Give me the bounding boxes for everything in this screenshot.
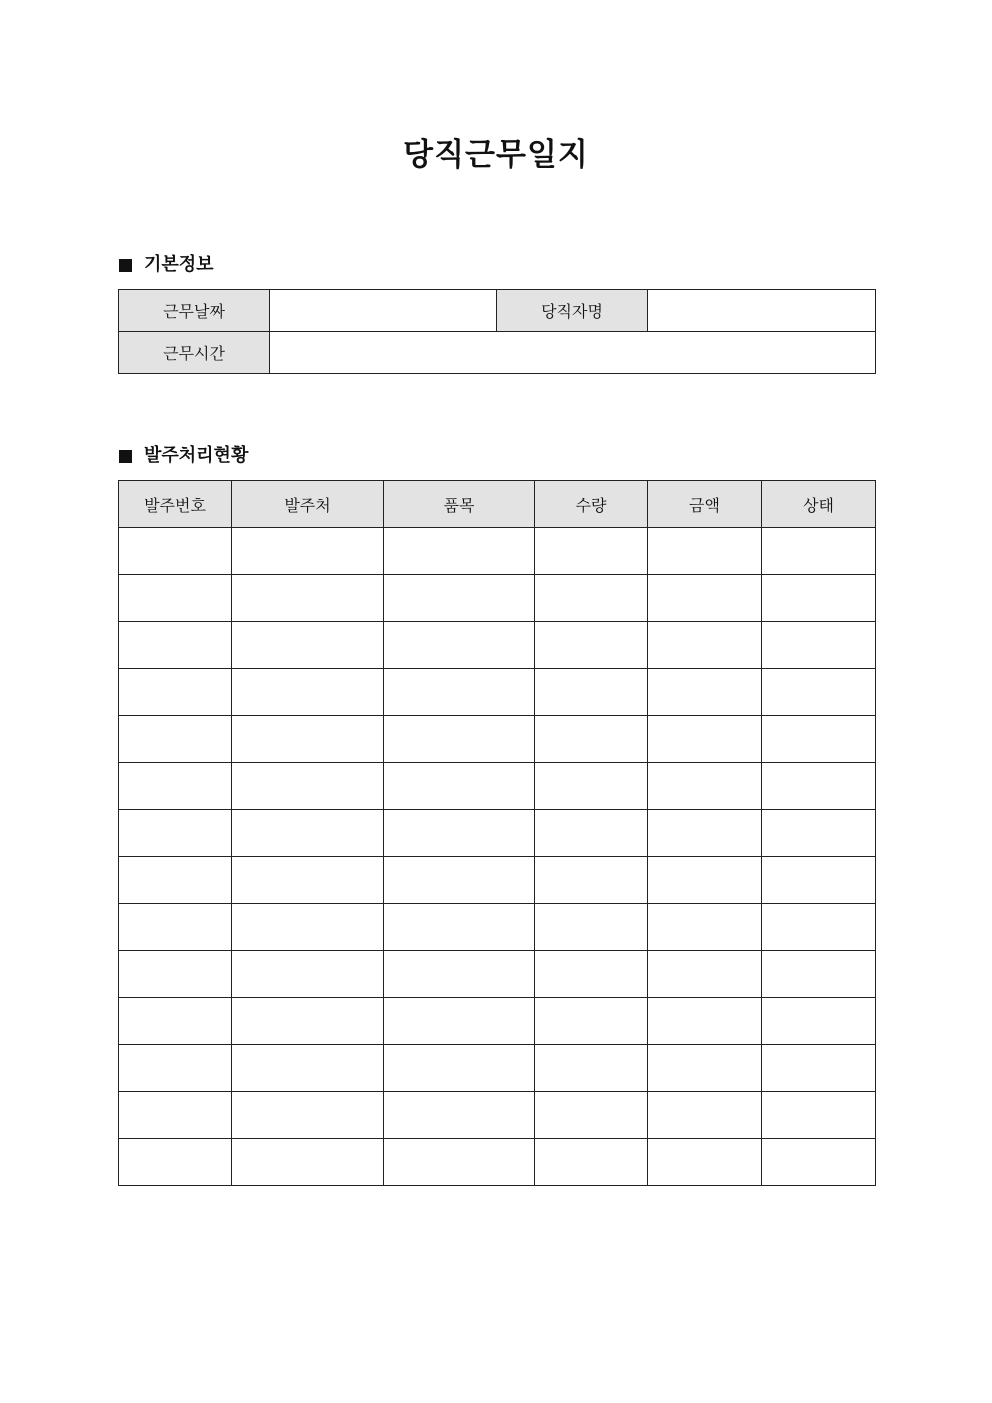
item-cell[interactable] [384,622,535,669]
item-cell[interactable] [384,1092,535,1139]
order-number-cell[interactable] [119,622,232,669]
quantity-cell[interactable] [535,1045,648,1092]
order-table-body [119,528,876,1186]
quantity-cell[interactable] [535,575,648,622]
amount-cell[interactable] [648,1092,762,1139]
quantity-cell[interactable] [535,528,648,575]
quantity-cell[interactable] [535,998,648,1045]
status-cell[interactable] [762,998,876,1045]
status-cell[interactable] [762,669,876,716]
status-cell[interactable] [762,763,876,810]
table-row [119,716,876,763]
amount-cell[interactable] [648,951,762,998]
quantity-cell[interactable] [535,1139,648,1186]
quantity-cell[interactable] [535,622,648,669]
column-header-order-number: 발주번호 [119,481,232,528]
table-row [119,951,876,998]
table-row [119,669,876,716]
status-cell[interactable] [762,810,876,857]
work-time-label: 근무시간 [119,332,270,374]
supplier-cell[interactable] [232,810,384,857]
order-number-cell[interactable] [119,810,232,857]
amount-cell[interactable] [648,1139,762,1186]
quantity-cell[interactable] [535,904,648,951]
table-row [119,528,876,575]
order-number-cell[interactable] [119,1045,232,1092]
amount-cell[interactable] [648,998,762,1045]
table-row [119,290,876,332]
amount-cell[interactable] [648,904,762,951]
table-row [119,622,876,669]
table-row [119,998,876,1045]
order-status-table [118,480,876,1186]
quantity-cell[interactable] [535,951,648,998]
status-cell[interactable] [762,904,876,951]
table-row [119,904,876,951]
order-number-cell[interactable] [119,716,232,763]
order-number-cell[interactable] [119,857,232,904]
supplier-cell[interactable] [232,951,384,998]
section-heading-orders [119,444,248,468]
table-row [119,332,876,374]
supplier-cell[interactable] [232,669,384,716]
work-time-field[interactable] [270,332,876,374]
supplier-cell[interactable] [232,716,384,763]
status-cell[interactable] [762,716,876,763]
supplier-cell[interactable] [232,998,384,1045]
duty-name-field[interactable] [648,290,876,332]
table-row [119,810,876,857]
item-cell[interactable] [384,528,535,575]
table-row [119,1139,876,1186]
item-cell[interactable] [384,763,535,810]
status-cell[interactable] [762,1092,876,1139]
status-cell[interactable] [762,1139,876,1186]
status-cell[interactable] [762,622,876,669]
supplier-cell[interactable] [232,857,384,904]
supplier-cell[interactable] [232,575,384,622]
order-number-cell[interactable] [119,1092,232,1139]
item-cell[interactable] [384,951,535,998]
work-date-field[interactable] [270,290,497,332]
order-number-cell[interactable] [119,1139,232,1186]
quantity-cell[interactable] [535,1092,648,1139]
basic-info-table [118,289,876,374]
table-row [119,1045,876,1092]
supplier-cell[interactable] [232,528,384,575]
amount-cell[interactable] [648,810,762,857]
order-number-cell[interactable] [119,669,232,716]
amount-cell[interactable] [648,857,762,904]
column-header-quantity: 수량 [535,481,648,528]
amount-cell[interactable] [648,575,762,622]
quantity-cell[interactable] [535,857,648,904]
amount-cell[interactable] [648,763,762,810]
order-number-cell[interactable] [119,575,232,622]
supplier-cell[interactable] [232,1139,384,1186]
item-cell[interactable] [384,904,535,951]
item-cell[interactable] [384,575,535,622]
status-cell[interactable] [762,575,876,622]
table-row [119,857,876,904]
table-row [119,763,876,810]
supplier-cell[interactable] [232,904,384,951]
item-cell[interactable] [384,857,535,904]
item-cell[interactable] [384,716,535,763]
amount-cell[interactable] [648,716,762,763]
quantity-cell[interactable] [535,763,648,810]
order-number-cell[interactable] [119,528,232,575]
work-date-label: 근무날짜 [119,290,270,332]
status-cell[interactable] [762,857,876,904]
order-number-cell[interactable] [119,951,232,998]
section-heading-label: 발주처리현황 [144,445,249,466]
column-header-supplier: 발주처 [232,481,384,528]
section-heading-basic-info [119,253,214,277]
supplier-cell[interactable] [232,1092,384,1139]
table-header-row [119,481,876,528]
section-heading-label: 기본정보 [144,254,214,275]
item-cell[interactable] [384,810,535,857]
square-bullet-icon [119,450,132,463]
amount-cell[interactable] [648,669,762,716]
status-cell[interactable] [762,528,876,575]
item-cell[interactable] [384,1045,535,1092]
table-row [119,575,876,622]
quantity-cell[interactable] [535,810,648,857]
supplier-cell[interactable] [232,1045,384,1092]
order-number-cell[interactable] [119,998,232,1045]
quantity-cell[interactable] [535,669,648,716]
amount-cell[interactable] [648,528,762,575]
column-header-item: 품목 [384,481,535,528]
supplier-cell[interactable] [232,763,384,810]
item-cell[interactable] [384,998,535,1045]
duty-name-label: 당직자명 [497,290,648,332]
document-title: 당직근무일지 [403,137,589,173]
square-bullet-icon [119,259,132,272]
supplier-cell[interactable] [232,622,384,669]
status-cell[interactable] [762,951,876,998]
amount-cell[interactable] [648,1045,762,1092]
column-header-amount: 금액 [648,481,762,528]
amount-cell[interactable] [648,622,762,669]
item-cell[interactable] [384,669,535,716]
order-number-cell[interactable] [119,904,232,951]
item-cell[interactable] [384,1139,535,1186]
status-cell[interactable] [762,1045,876,1092]
quantity-cell[interactable] [535,716,648,763]
table-row [119,1092,876,1139]
column-header-status: 상태 [762,481,876,528]
order-number-cell[interactable] [119,763,232,810]
